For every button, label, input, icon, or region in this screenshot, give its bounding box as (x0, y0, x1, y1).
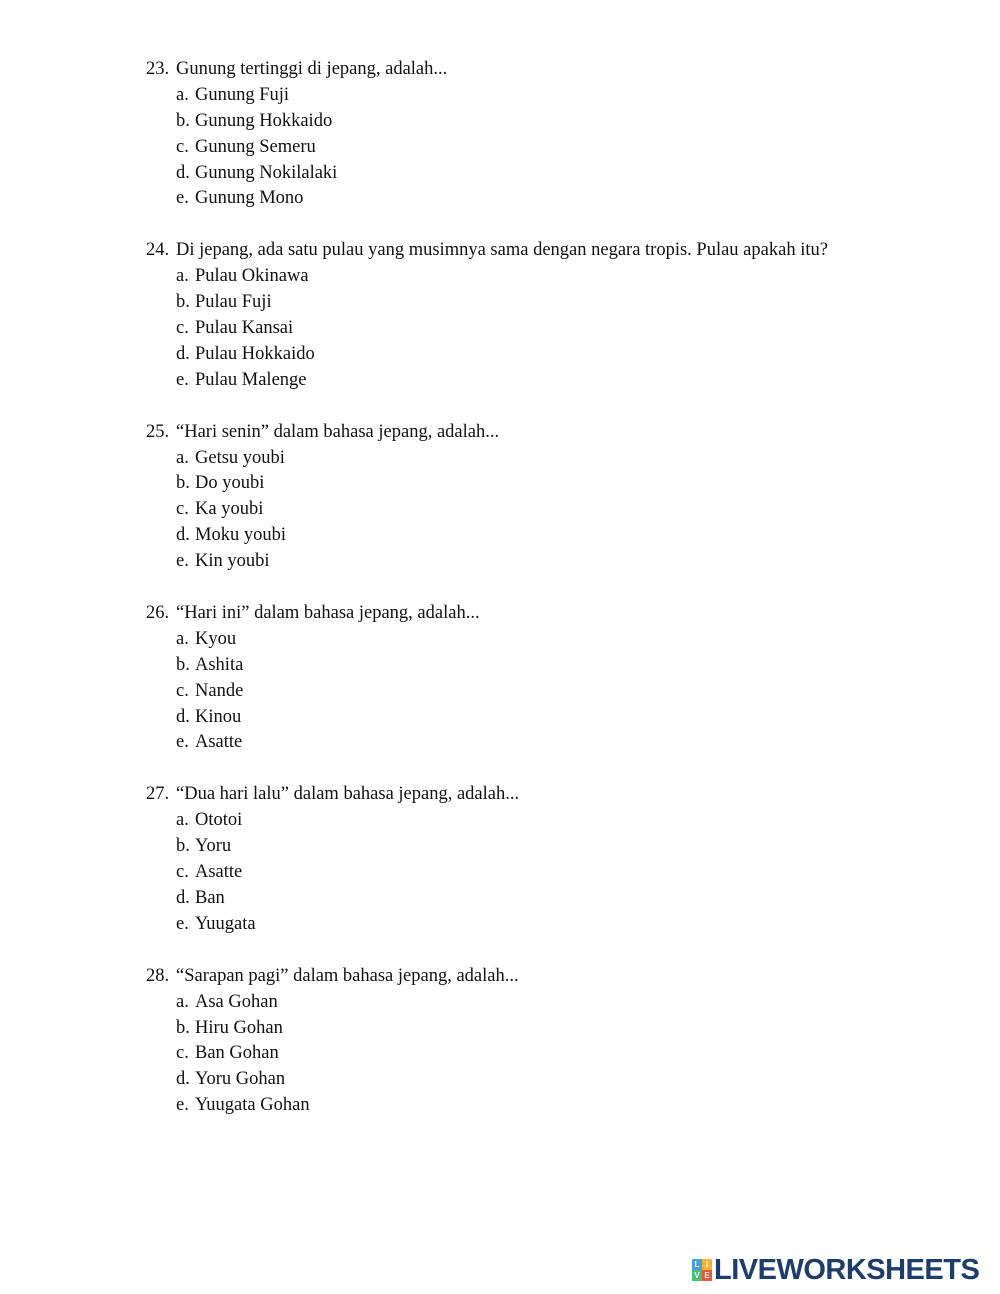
option-text: Gunung Hokkaido (195, 110, 333, 131)
option-letter: a. (176, 810, 189, 831)
option-letter: e. (176, 913, 189, 934)
option-letter: b. (176, 836, 190, 857)
option-text: Ka youbi (195, 499, 264, 520)
option-letter: d. (176, 343, 190, 364)
option-e[interactable] (146, 730, 966, 756)
question-number: 27. (146, 784, 170, 805)
option-b[interactable] (146, 1016, 966, 1042)
option-letter: b. (176, 110, 190, 131)
question-26 (146, 601, 966, 756)
question-28 (146, 964, 966, 1119)
option-text: Pulau Kansai (195, 318, 294, 339)
question-prompt (146, 601, 966, 627)
option-text: Kin youbi (195, 551, 270, 572)
option-text: Kyou (195, 628, 237, 649)
option-text: Getsu youbi (195, 447, 285, 468)
question-25 (146, 420, 966, 575)
question-prompt (146, 782, 966, 808)
option-text: Yuugata Gohan (195, 1095, 310, 1116)
option-text: Pulau Hokkaido (195, 343, 315, 364)
option-text: Moku youbi (195, 525, 286, 546)
logo-mark-letter: E (702, 1270, 712, 1281)
question-text: “Hari senin” dalam bahasa jepang, adalah... (176, 421, 500, 442)
option-d[interactable] (146, 1067, 966, 1093)
question-number: 26. (146, 603, 170, 624)
option-text: Yuugata (195, 913, 256, 934)
option-b[interactable] (146, 109, 966, 135)
option-text: Nande (195, 680, 244, 701)
option-letter: d. (176, 887, 190, 908)
option-text: Ban Gohan (195, 1043, 279, 1064)
option-list (146, 808, 966, 937)
option-list (146, 990, 966, 1119)
option-text: Hiru Gohan (195, 1017, 283, 1038)
option-d[interactable] (146, 705, 966, 731)
option-letter: c. (176, 499, 189, 520)
option-text: Do youbi (195, 473, 265, 494)
option-list (146, 446, 966, 575)
question-number: 28. (146, 965, 170, 986)
option-a[interactable] (146, 808, 966, 834)
liveworksheets-logo (692, 1256, 979, 1284)
option-letter: a. (176, 991, 189, 1012)
option-letter: e. (176, 732, 189, 753)
question-number: 25. (146, 421, 170, 442)
option-b[interactable] (146, 471, 966, 497)
option-letter: b. (176, 654, 190, 675)
question-27 (146, 782, 966, 937)
option-letter: c. (176, 318, 189, 339)
option-letter: d. (176, 706, 190, 727)
option-text: Asatte (195, 862, 243, 883)
option-list (146, 83, 966, 212)
option-letter: c. (176, 862, 189, 883)
question-prompt (146, 420, 966, 446)
option-b[interactable] (146, 653, 966, 679)
option-a[interactable] (146, 627, 966, 653)
option-text: Gunung Nokilalaki (195, 162, 338, 183)
option-letter: b. (176, 473, 190, 494)
option-letter: e. (176, 1095, 189, 1116)
logo-mark-letter: V (692, 1270, 702, 1281)
option-e[interactable] (146, 549, 966, 575)
option-text: Ban (195, 887, 225, 908)
option-letter: b. (176, 1017, 190, 1038)
option-text: Gunung Semeru (195, 136, 316, 157)
question-24 (146, 238, 966, 393)
logo-mark-letter: L (692, 1259, 702, 1270)
option-text: Kinou (195, 706, 242, 727)
option-letter: c. (176, 1043, 189, 1064)
option-letter: e. (176, 551, 189, 572)
option-letter: a. (176, 84, 189, 105)
liveworksheets-logo-icon (692, 1259, 712, 1281)
option-d[interactable] (146, 523, 966, 549)
option-text: Pulau Fuji (195, 292, 272, 313)
option-c[interactable] (146, 1041, 966, 1067)
option-list (146, 264, 966, 393)
option-a[interactable] (146, 83, 966, 109)
option-text: Yoru (195, 836, 232, 857)
option-c[interactable] (146, 497, 966, 523)
option-e[interactable] (146, 1093, 966, 1119)
question-prompt (146, 238, 966, 264)
option-d[interactable] (146, 886, 966, 912)
option-c[interactable] (146, 316, 966, 342)
option-list (146, 627, 966, 756)
option-text: Ashita (195, 654, 244, 675)
question-prompt (146, 57, 966, 83)
question-text: Di jepang, ada satu pulau yang musimnya sama dengan negara tropis. Pulau apakah itu? (176, 240, 828, 261)
option-e[interactable] (146, 912, 966, 938)
option-b[interactable] (146, 290, 966, 316)
option-letter: a. (176, 628, 189, 649)
option-text: Asa Gohan (195, 991, 278, 1012)
option-e[interactable] (146, 368, 966, 394)
option-letter: d. (176, 1069, 190, 1090)
option-a[interactable] (146, 446, 966, 472)
logo-mark-letter: I (702, 1259, 712, 1270)
logo-wordmark: LIVEWORKSHEETS (714, 1254, 980, 1286)
option-a[interactable] (146, 264, 966, 290)
option-letter: a. (176, 266, 189, 287)
option-text: Gunung Fuji (195, 84, 290, 105)
option-c[interactable] (146, 135, 966, 161)
option-b[interactable] (146, 834, 966, 860)
option-letter: e. (176, 188, 189, 209)
option-letter: d. (176, 162, 190, 183)
option-text: Pulau Malenge (195, 369, 307, 390)
option-text: Yoru Gohan (195, 1069, 286, 1090)
option-c[interactable] (146, 860, 966, 886)
question-number: 24. (146, 240, 170, 261)
option-text: Pulau Okinawa (195, 266, 309, 287)
question-prompt (146, 964, 966, 990)
worksheet-page (146, 57, 966, 1145)
option-a[interactable] (146, 990, 966, 1016)
option-letter: c. (176, 136, 189, 157)
option-letter: b. (176, 292, 190, 313)
question-number: 23. (146, 59, 170, 79)
option-d[interactable] (146, 342, 966, 368)
option-c[interactable] (146, 679, 966, 705)
option-e[interactable] (146, 186, 966, 212)
question-text: “Hari ini” dalam bahasa jepang, adalah... (176, 603, 480, 624)
option-letter: e. (176, 369, 189, 390)
option-text: Gunung Mono (195, 188, 304, 209)
option-text: Asatte (195, 732, 243, 753)
option-d[interactable] (146, 161, 966, 187)
question-text: Gunung tertinggi di jepang, adalah... (176, 59, 448, 79)
option-letter: d. (176, 525, 190, 546)
question-23 (146, 57, 966, 212)
option-letter: c. (176, 680, 189, 701)
question-text: “Dua hari lalu” dalam bahasa jepang, adalah... (176, 784, 520, 805)
option-letter: a. (176, 447, 189, 468)
question-text: “Sarapan pagi” dalam bahasa jepang, adalah... (176, 965, 519, 986)
option-text: Ototoi (195, 810, 243, 831)
